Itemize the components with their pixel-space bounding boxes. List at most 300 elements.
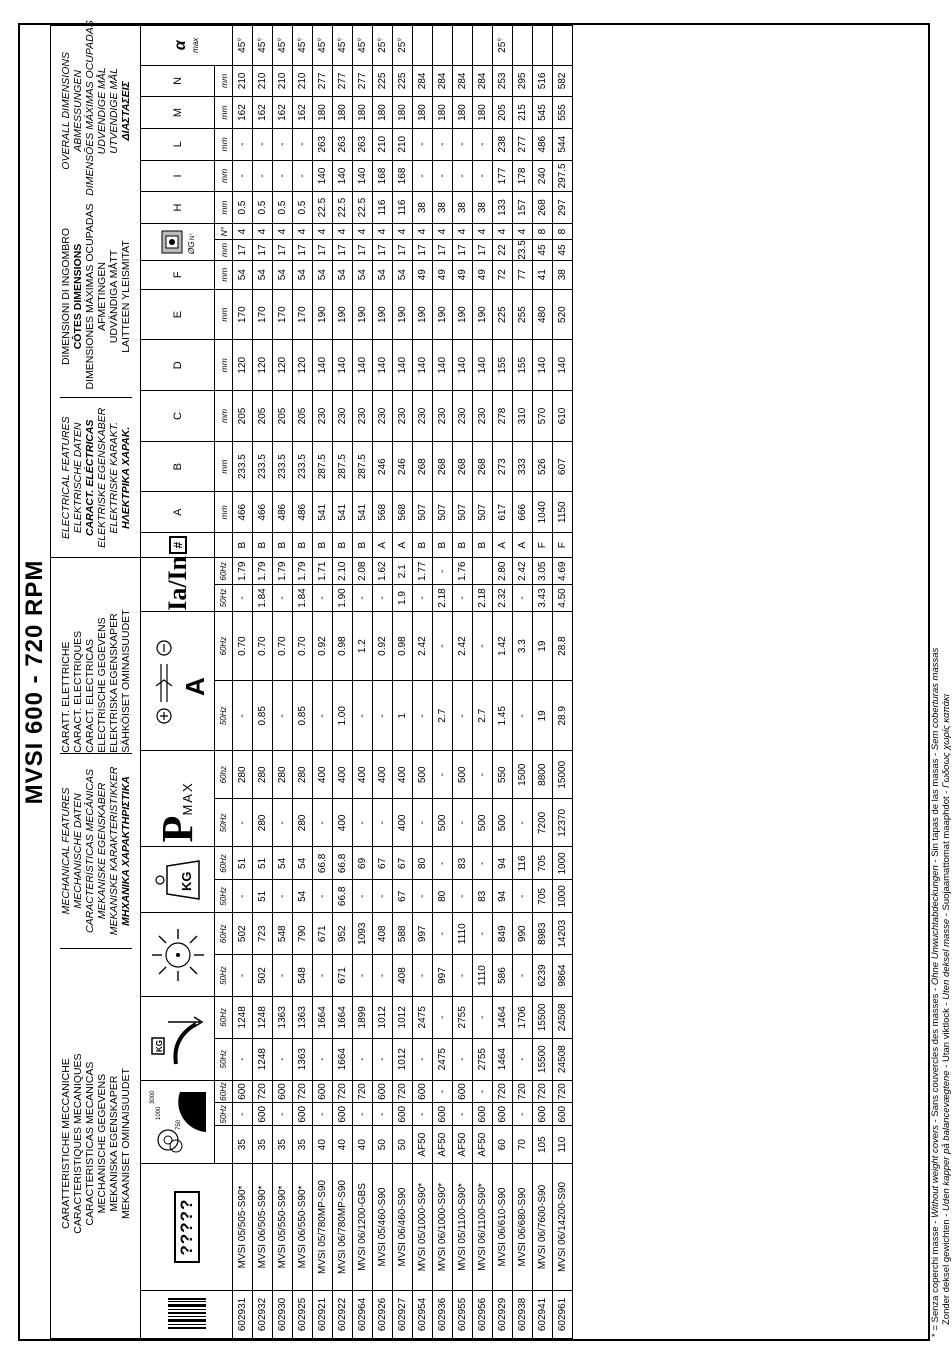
table-row [373, 26, 393, 1339]
cell-a: 507 [413, 492, 433, 533]
cell-a: 486 [273, 492, 293, 533]
cell-d: 120 [233, 340, 253, 391]
cell-i: - [473, 160, 493, 192]
page-title: MVSI 600 - 720 RPM [20, 25, 51, 1339]
dim-letter-I: I [141, 160, 215, 192]
frame-icon [141, 533, 215, 558]
cell-model: MVSI 05/550-S90* [273, 1164, 293, 1291]
cell-r1: 3.43 [533, 585, 553, 612]
dim-letter-C: C [141, 391, 215, 442]
cell-d: 120 [273, 340, 293, 391]
dim-left-2: DIMENSIONES MÁXIMAS OCUPADAS [83, 203, 96, 390]
cell-r1: 1.90 [333, 585, 353, 612]
cell-l: 210 [373, 128, 393, 160]
cell-i: 140 [333, 160, 353, 192]
cell-nn: 4 [493, 223, 513, 239]
cell-l: 210 [393, 128, 413, 160]
cell-d1: - [353, 955, 373, 997]
cell-c: 230 [413, 391, 433, 442]
elec-left-5: SÄHKÖISET OMINAISUUDET [119, 609, 132, 753]
cell-s1: 70 [513, 1126, 533, 1164]
cell-d1: 548 [293, 955, 313, 997]
cell-p2: 400 [333, 751, 353, 799]
cell-r2: 2.80 [493, 558, 513, 585]
frame-hash: # [169, 536, 187, 554]
cell-w2: 51 [233, 847, 253, 880]
cell-model: MVSI 06/550-S90* [293, 1164, 313, 1291]
cell-model: MVSI 06/1200-GBS [353, 1164, 373, 1291]
cell-i: - [293, 160, 313, 192]
cell-h: 0.5 [293, 192, 313, 224]
cell-r2: 1.71 [313, 558, 333, 585]
cell-model: MVSI 06/1100-S90* [473, 1164, 493, 1291]
mech-left-4: MEKANISKA EGENSKAPER [107, 1075, 120, 1212]
cell-w1: 67 [393, 880, 413, 913]
cell-h: 0.5 [233, 192, 253, 224]
cell-m: 162 [293, 97, 313, 129]
cell-a1: 0.85 [293, 681, 313, 751]
svg-text:A: A [179, 677, 210, 696]
cell-n: 225 [393, 65, 413, 97]
cell-r2 [473, 558, 493, 585]
cell-d2: 1093 [353, 913, 373, 955]
cell-r2: 3.05 [533, 558, 553, 585]
cell-r2: 2.1 [393, 558, 413, 585]
cell-f: 54 [233, 260, 253, 289]
cell-fr: B [333, 533, 353, 558]
cell-e: 190 [313, 289, 333, 340]
cell-s1: 110 [553, 1126, 573, 1164]
cell-code: 602955 [453, 1290, 473, 1338]
cell-al: 45° [253, 26, 273, 66]
cell-rpm60: 720 [333, 1080, 353, 1103]
cell-s1: 50 [393, 1126, 413, 1164]
cell-d: 140 [413, 340, 433, 391]
cell-a2: 28.8 [553, 611, 573, 681]
dimensions-header-left [60, 196, 132, 398]
cell-l: - [293, 128, 313, 160]
cell-a2: 0.92 [373, 611, 393, 681]
cell-c: 205 [273, 391, 293, 442]
cell-d1: 9864 [553, 955, 573, 997]
cell-e: 170 [253, 289, 273, 340]
unknown-model-box [141, 1164, 233, 1291]
motor-size-icon [146, 1090, 210, 1154]
cell-r1: 1.9 [393, 585, 413, 612]
svg-text:ØG: ØG [186, 241, 196, 254]
cell-g: 17 [353, 240, 373, 260]
cell-f: 54 [393, 260, 413, 289]
cell-d1: 408 [393, 955, 413, 997]
cell-al: 45° [273, 26, 293, 66]
dim-letter-F: F [141, 260, 215, 289]
cell-c2: 24508 [553, 996, 573, 1038]
cell-a1: 1 [393, 681, 413, 751]
cell-rpm60: 720 [533, 1080, 553, 1103]
cell-d2: 8983 [533, 913, 553, 955]
cell-f: 54 [333, 260, 353, 289]
cell-c2: 2475 [413, 996, 433, 1038]
cell-m: 162 [273, 97, 293, 129]
mech-left-2: CARACTERISTICAS MECANICAS [83, 1061, 96, 1226]
cell-code: 602941 [533, 1290, 553, 1338]
cell-r2: 1.79 [273, 558, 293, 585]
cell-code: 602931 [233, 1290, 253, 1338]
cell-w2: 1000 [553, 847, 573, 880]
cell-n: 277 [313, 65, 333, 97]
cell-w1: 94 [493, 880, 513, 913]
cell-p2: 400 [393, 751, 413, 799]
elec-right-2: CARACT. ELÉCTRICAS [83, 419, 96, 537]
table-row [533, 26, 553, 1339]
cell-a: 1150 [553, 492, 573, 533]
cell-d: 140 [353, 340, 373, 391]
cell-rpm60: 600 [373, 1080, 393, 1103]
cell-a: 466 [233, 492, 253, 533]
cell-nn: 4 [513, 223, 533, 239]
cell-rpm60: 720 [553, 1080, 573, 1103]
cell-f: 72 [493, 260, 513, 289]
cell-a: 568 [393, 492, 413, 533]
cell-al [453, 26, 473, 66]
cell-code: 602964 [353, 1290, 373, 1338]
cell-fr: B [453, 533, 473, 558]
cell-nn: 8 [553, 223, 573, 239]
cell-al [413, 26, 433, 66]
cell-d2: 14203 [553, 913, 573, 955]
cell-a2: - [473, 611, 493, 681]
cell-a2: - [433, 611, 453, 681]
dim-left-0: DIMENSIONI DI INGOMBRO [59, 227, 72, 366]
cell-p2: 500 [453, 751, 473, 799]
cell-p2: 400 [313, 751, 333, 799]
cell-w2: 66.8 [313, 847, 333, 880]
cell-w2: 83 [453, 847, 473, 880]
cell-a1: 1.00 [333, 681, 353, 751]
elec-right-4: ELEKTRISKE KARAKT. [107, 421, 120, 534]
alpha-sub: max [191, 37, 200, 53]
table-row [293, 26, 313, 1339]
pmax-icon [141, 751, 215, 847]
cell-code: 602961 [553, 1290, 573, 1338]
cell-a: 541 [313, 492, 333, 533]
cell-r2: 2.42 [513, 558, 533, 585]
cell-nn: 4 [473, 223, 493, 239]
cell-d1: - [233, 955, 253, 997]
cell-w1: 51 [253, 880, 273, 913]
cell-l: - [253, 128, 273, 160]
cell-e: 225 [493, 289, 513, 340]
cell-e: 170 [233, 289, 253, 340]
cell-al: 25° [493, 26, 513, 66]
cell-h: 116 [373, 192, 393, 224]
cell-code: 602929 [493, 1290, 513, 1338]
dim-letter-D: D [141, 340, 215, 391]
dim-right-3: UDVENDIGE MÅL [95, 67, 108, 155]
dimensions-header-right [59, 20, 132, 196]
cell-d1: - [413, 955, 433, 997]
cell-al: 45° [233, 26, 253, 66]
cell-c1: 1664 [333, 1038, 353, 1080]
cell-n: 277 [353, 65, 373, 97]
table-row [513, 26, 533, 1339]
cell-a1: - [373, 681, 393, 751]
cell-h: 22.5 [313, 192, 333, 224]
cell-code: 602956 [473, 1290, 493, 1338]
cell-nn: 4 [253, 223, 273, 239]
cell-a1: 2.7 [433, 681, 453, 751]
elec-left-1: CARACT. ELECTRIQUES [71, 630, 84, 753]
table-row [353, 26, 373, 1339]
cell-d2: 1110 [453, 913, 473, 955]
cell-a2: 2.42 [413, 611, 433, 681]
svg-text:N°: N° [189, 233, 196, 240]
cell-r2: 1.79 [293, 558, 313, 585]
cell-c1: - [413, 1038, 433, 1080]
cell-model: MVSI 06/780MP-S90 [333, 1164, 353, 1291]
cell-m: 180 [453, 97, 473, 129]
cell-a2: 19 [533, 611, 553, 681]
cell-a2: 0.70 [233, 611, 253, 681]
cell-r1: - [453, 585, 473, 612]
cell-c: 205 [293, 391, 313, 442]
weight-60hz: 60Hz [215, 847, 233, 880]
cell-model: MVSI 05/780MP-S90 [313, 1164, 333, 1291]
cell-r2: 1.79 [233, 558, 253, 585]
dim-letter-N: N [141, 65, 215, 97]
cell-s2: 600 [393, 1103, 413, 1126]
cell-code: 602926 [373, 1290, 393, 1338]
cell-c1: - [233, 1038, 253, 1080]
cell-r2: - [433, 558, 453, 585]
cell-s2: 600 [293, 1103, 313, 1126]
cell-h: 38 [453, 192, 473, 224]
cell-l: - [413, 128, 433, 160]
dim-letter-B: B [141, 441, 215, 492]
elec-right-3: ELEKTRISKE EGENSKABER [95, 407, 108, 548]
cell-i: 177 [493, 160, 513, 192]
cell-w2: 54 [293, 847, 313, 880]
cell-d2: 990 [513, 913, 533, 955]
cell-fr: B [253, 533, 273, 558]
cell-d2: 849 [493, 913, 513, 955]
cell-a1: 0.85 [253, 681, 273, 751]
cell-i: - [233, 160, 253, 192]
cell-d2: 790 [293, 913, 313, 955]
cell-fr: A [393, 533, 413, 558]
cell-m: 180 [353, 97, 373, 129]
svg-text:750: 750 [175, 1119, 182, 1130]
cell-r1: 2.18 [473, 585, 493, 612]
cell-s1: 35 [293, 1126, 313, 1164]
cell-n: 253 [493, 65, 513, 97]
cell-a2: 0.92 [313, 611, 333, 681]
table-row [413, 26, 433, 1339]
cell-s1: AF50 [473, 1126, 493, 1164]
footnote-line-2: Zonder deksel gewichten - Uden kapper på balancevægtene - Utan viktlock - Uten deksel masse - Suojaamattomat maaphdot - Γωδοως χωρίς καπάκι [941, 694, 952, 1325]
cell-a1: - [233, 681, 253, 751]
table-row [253, 26, 273, 1339]
frame-unit-blank [215, 533, 233, 558]
cell-r1: 2.32 [493, 585, 513, 612]
cell-n: 295 [513, 65, 533, 97]
dim-letter-E: E [141, 289, 215, 340]
cell-model: MVSI 06/7600-S90 [533, 1164, 553, 1291]
cell-a1: - [313, 681, 333, 751]
cell-m: 555 [553, 97, 573, 129]
cell-e: 480 [533, 289, 553, 340]
cell-a: 568 [373, 492, 393, 533]
ia-in-label: Ia/In [162, 555, 192, 611]
cell-d1: - [313, 955, 333, 997]
cell-nn: 4 [373, 223, 393, 239]
cell-e: 190 [413, 289, 433, 340]
cell-d1: 502 [253, 955, 273, 997]
cell-c2: 15500 [533, 996, 553, 1038]
cell-c2: 1363 [273, 996, 293, 1038]
power-50hz: 50Hz [215, 799, 233, 847]
svg-text:KG: KG [178, 871, 194, 891]
dim-right-1: ABMESSUNGEN [71, 70, 84, 152]
cell-n: 210 [293, 65, 313, 97]
cell-a2: 0.70 [253, 611, 273, 681]
cell-p1: - [373, 799, 393, 847]
cell-m: 545 [533, 97, 553, 129]
table-row [273, 26, 293, 1339]
cell-d: 140 [533, 340, 553, 391]
cell-s2: 600 [433, 1103, 453, 1126]
cell-al: 25° [373, 26, 393, 66]
weight-icon [141, 847, 215, 913]
dim-letter-L: L [141, 128, 215, 160]
cell-e: 170 [273, 289, 293, 340]
cell-rpm60: 600 [453, 1080, 473, 1103]
torque-50hz: 50Hz [215, 955, 233, 997]
cell-c2: 1248 [233, 996, 253, 1038]
cell-s2: 600 [493, 1103, 513, 1126]
cell-b: 268 [413, 441, 433, 492]
cell-model: MVSI 06/505-S90* [253, 1164, 273, 1291]
cell-m: 180 [313, 97, 333, 129]
cell-nn: 4 [393, 223, 413, 239]
cell-p1: 280 [253, 799, 273, 847]
cell-g: 23.5 [513, 240, 533, 260]
cell-c1: 1248 [253, 1038, 273, 1080]
cell-g: 17 [233, 240, 253, 260]
cell-code: 602936 [433, 1290, 453, 1338]
cell-p2: 280 [293, 751, 313, 799]
cell-d1: 997 [433, 955, 453, 997]
ratio-60hz: 60Hz [215, 558, 233, 585]
cell-p2: - [473, 751, 493, 799]
unit-D: mm [215, 340, 233, 391]
cell-a: 466 [253, 492, 273, 533]
cell-f: 54 [293, 260, 313, 289]
cell-r1: 2.18 [433, 585, 453, 612]
cell-w2: 67 [393, 847, 413, 880]
dim-left-3: AFMETINGEN [95, 262, 108, 331]
cell-p1: - [453, 799, 473, 847]
cell-w2: 66.8 [333, 847, 353, 880]
cell-g: 45 [553, 240, 573, 260]
cell-r1: - [273, 585, 293, 612]
cell-w2: 54 [273, 847, 293, 880]
cell-model: MVSI 06/14200-S90 [553, 1164, 573, 1291]
cell-m: 180 [333, 97, 353, 129]
cell-rpm60: 720 [253, 1080, 273, 1103]
rpm-60hz: 60Hz [215, 1080, 233, 1103]
cell-e: 190 [353, 289, 373, 340]
cell-n: 210 [253, 65, 273, 97]
cell-r2: 4.69 [553, 558, 573, 585]
cell-c: 230 [333, 391, 353, 442]
mech-right-3: MEKANISKE EGENSKABER [95, 782, 108, 920]
cell-p1: 500 [493, 799, 513, 847]
cell-b: 287.5 [333, 441, 353, 492]
cell-rpm60: 600 [233, 1080, 253, 1103]
cell-h: 268 [533, 192, 553, 224]
cell-e: 190 [433, 289, 453, 340]
cell-c: 610 [553, 391, 573, 442]
cell-l: 263 [313, 128, 333, 160]
cell-l: - [453, 128, 473, 160]
cell-d: 140 [373, 340, 393, 391]
cell-l: 263 [333, 128, 353, 160]
cell-a2: 0.98 [393, 611, 413, 681]
cell-w2: 80 [413, 847, 433, 880]
cell-s2: - [453, 1103, 473, 1126]
cell-c1: 24508 [553, 1038, 573, 1080]
cell-al: 45° [313, 26, 333, 66]
cell-w2: 116 [513, 847, 533, 880]
cell-e: 170 [293, 289, 313, 340]
cell-b: 233.5 [253, 441, 273, 492]
cell-c1: - [513, 1038, 533, 1080]
mech-right-0: MECHANICAL FEATURES [59, 787, 72, 915]
cell-f: 49 [453, 260, 473, 289]
cell-d1: 586 [493, 955, 513, 997]
cell-a1: - [413, 681, 433, 751]
elec-right-1: ELEKTRISCHE DATEN [71, 422, 84, 534]
cell-fr: B [313, 533, 333, 558]
cell-c2: 1248 [253, 996, 273, 1038]
mech-left-0: CARATTERISTICHE MECCANICHE [59, 1058, 72, 1229]
cell-m: 162 [233, 97, 253, 129]
cell-d: 120 [293, 340, 313, 391]
cell-s1: 60 [493, 1126, 513, 1164]
cell-p2: 550 [493, 751, 513, 799]
cell-b: 268 [433, 441, 453, 492]
cell-w2: 51 [253, 847, 273, 880]
cell-a1: 28.9 [553, 681, 573, 751]
cell-c1: - [453, 1038, 473, 1080]
cell-c: 310 [513, 391, 533, 442]
cell-a: 541 [333, 492, 353, 533]
cell-l: 277 [513, 128, 533, 160]
cell-l: - [233, 128, 253, 160]
cell-a2: 0.70 [293, 611, 313, 681]
cell-a2: 3.3 [513, 611, 533, 681]
cell-c2: 1464 [493, 996, 513, 1038]
cell-a2: 1.42 [493, 611, 513, 681]
cell-d2: - [473, 913, 493, 955]
cell-code: 602930 [273, 1290, 293, 1338]
mech-right-4: MEKANISKE KARAKTERISTIKKER [107, 766, 120, 936]
cell-m: 215 [513, 97, 533, 129]
cell-al [533, 26, 553, 66]
pmax-p: P [153, 815, 202, 843]
cell-model: MVSI 06/610-S90 [493, 1164, 513, 1291]
